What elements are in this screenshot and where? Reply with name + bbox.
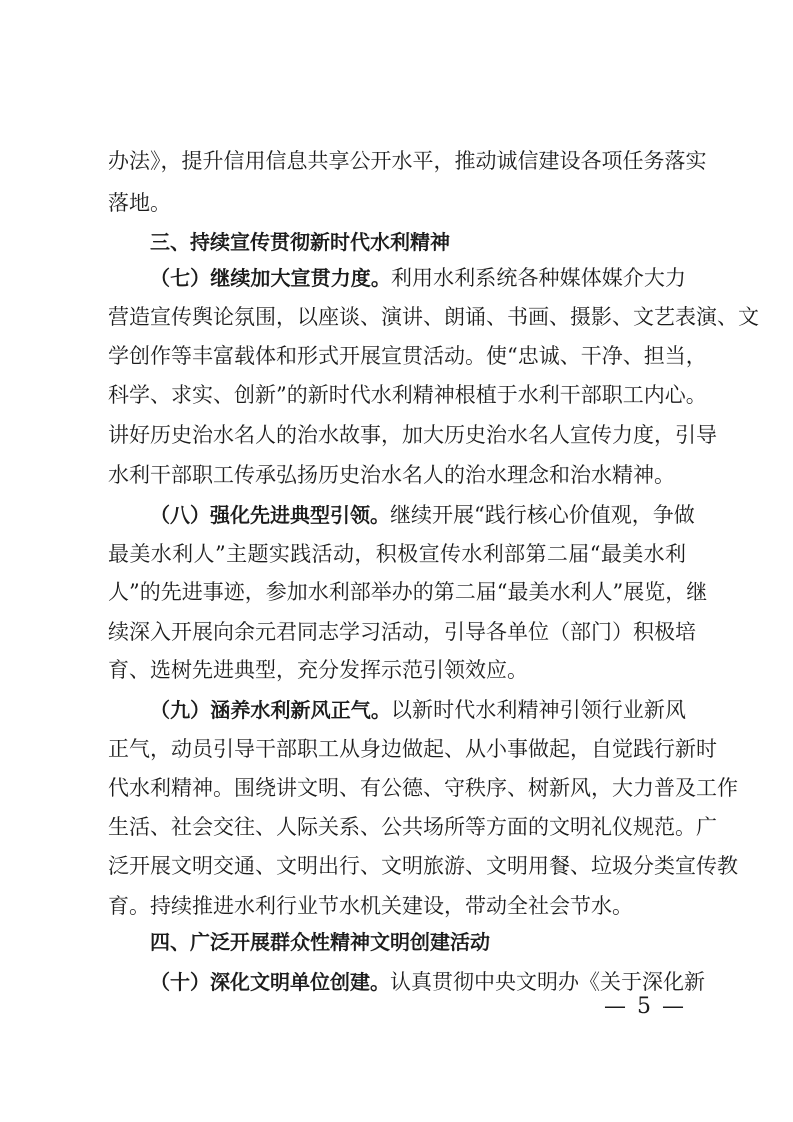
paragraph-first-line [150,495,695,535]
paragraph-first-line [150,690,686,730]
section-heading: 四、广泛开展群众性精神文明创建活动 [150,930,490,954]
section-heading: 三、持续宣传贯彻新时代水利精神 [150,230,450,254]
body-line: 讲好历史治水名人的治水故事，加大历史治水名人宣传力度，引导 [108,423,717,447]
body-line: 育、选树先进典型，充分发挥示范引领效应。 [108,658,528,682]
subsection-title: （八）强化先进典型引领。 [150,503,390,527]
body-line: 营造宣传舆论氛围，以座谈、演讲、朗诵、书画、摄影、文艺表演、文 [108,305,759,329]
body-line: 泛开展文明交通、文明出行、文明旅游、文明用餐、垃圾分类宣传教 [108,854,738,878]
subsection-title: （九）涵养水利新风正气。 [150,698,391,722]
body-line: 正气，动员引导干部职工从身边做起、从小事做起，自觉践行新时 [108,737,717,761]
body-line: 落地。 [108,191,171,215]
body-text: 认真贯彻中央文明办《关于深化新 [390,970,705,994]
body-line: 育。持续推进水利行业节水机关建设，带动全社会节水。 [108,894,633,918]
page-number: — 5 — [604,994,686,1019]
body-line: 生活、社会交往、人际关系、公共场所等方面的文明礼仪规范。广 [108,815,717,839]
subsection-title: （七）继续加大宣贯力度。 [150,266,391,290]
body-text: 以新时代水利精神引领行业新风 [390,698,687,722]
body-text: 继续开展“践行核心价值观，争做 [390,503,695,527]
body-text: 利用水利系统各种媒体媒介大力 [390,266,687,290]
body-line: 学创作等丰富载体和形式开展宣贯活动。使“忠诚、干净、担当， [108,344,707,368]
paragraph-first-line [150,258,686,298]
body-line: 代水利精神。围绕讲文明、有公德、守秩序、树新风，大力普及工作 [108,776,738,800]
body-line: 水利干部职工传承弘扬历史治水名人的治水理念和治水精神。 [108,463,675,487]
body-line: 科学、求实、创新”的新时代水利精神根植于水利干部职工内心。 [108,383,707,407]
subsection-title: （十）深化文明单位创建。 [150,970,390,994]
body-line: 最美水利人”主题实践活动，积极宣传水利部第二届“最美水利 [108,542,686,566]
body-line: 人”的先进事迹，参加水利部举办的第二届“最美水利人”展览，继 [108,580,708,604]
body-line: 续深入开展向余元君同志学习活动，引导各单位（部门）积极培 [108,620,696,644]
body-line: 办法》，提升信用信息共享公开水平，推动诚信建设各项任务落实 [108,149,707,173]
